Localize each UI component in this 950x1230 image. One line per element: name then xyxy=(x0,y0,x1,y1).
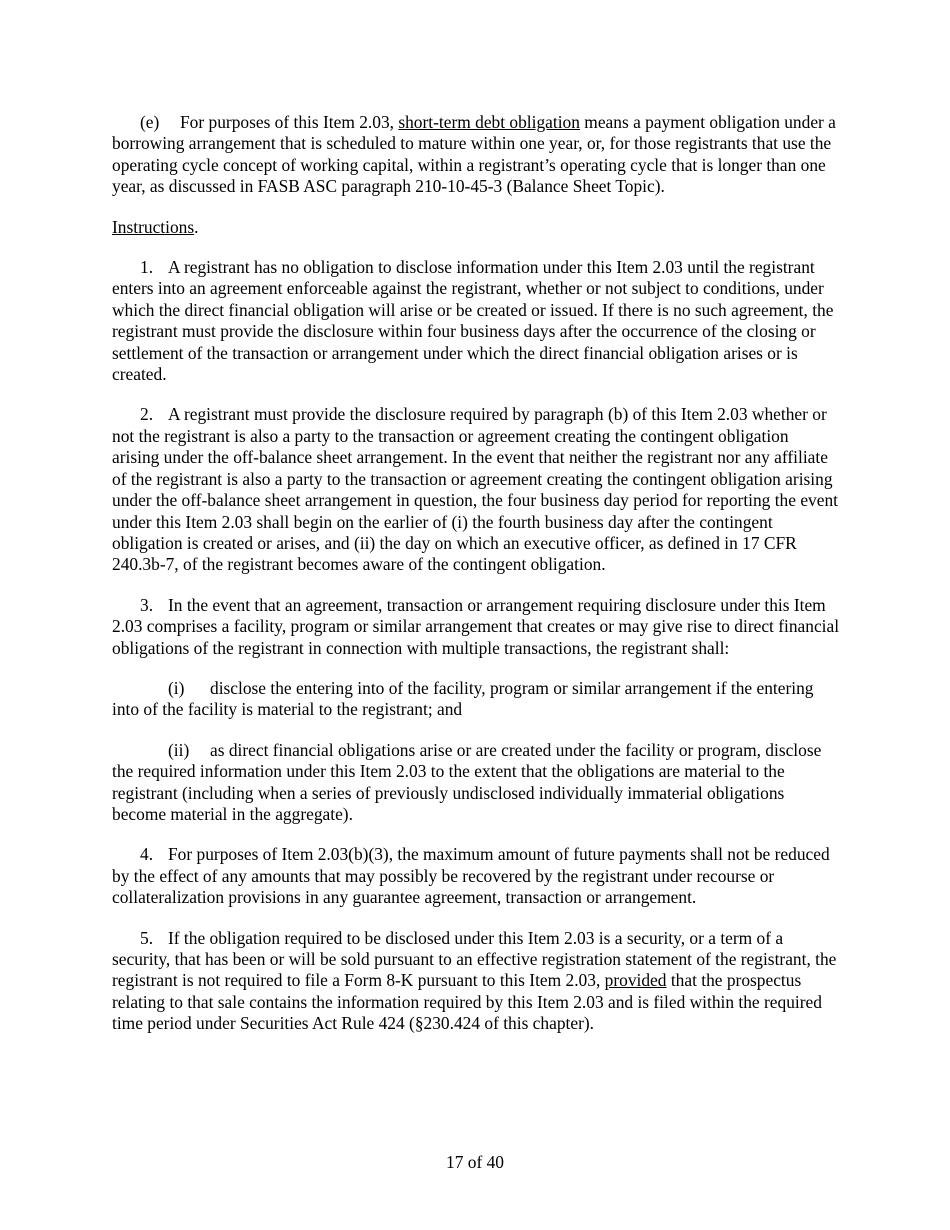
instruction-4-text: For purposes of Item 2.03(b)(3), the maximum amount of future payments shall not be reduced by the effect of any amounts that may possibly be recovered by the registrant under recourse or collateralization provisions in any guarantee agreement, transaction or arrangement. xyxy=(112,844,830,908)
instructions-heading: Instructions xyxy=(112,216,195,237)
instruction-3-subitem-ii xyxy=(112,740,840,826)
instruction-item-3 xyxy=(112,595,840,659)
defined-term-provided: provided xyxy=(604,970,667,991)
paragraph-e-label: (e) xyxy=(140,112,160,132)
paragraph-e xyxy=(112,112,840,198)
instruction-item-1 xyxy=(112,257,840,385)
instruction-item-5 xyxy=(112,928,840,1035)
instruction-1-text: A registrant has no obligation to disclose information under this Item 2.03 until the registrant enters into an agreement enforceable against the registrant, whether or not subject to conditions, under which the direct financial obligation will arise or be created or issued. If there is no such agreement, the registrant must provide the disclosure within four business days after the occurrence of the closing or settlement of the transaction or arrangement under which the direct financial obligation arises or is created. xyxy=(112,257,834,385)
subitem-i-text: disclose the entering into of the facility, program or similar arrangement if the entering into of the facility is material to the registrant; and xyxy=(112,677,814,720)
instruction-item-2 xyxy=(112,404,840,575)
instruction-2-label: 2. xyxy=(140,404,154,425)
subitem-i-label: (i) xyxy=(168,677,185,698)
instruction-5-text-before: If the obligation required to be disclosed under this Item 2.03 is a security, or a term of a security, that has been or will be sold pursuant to an effective registration statement of the registrant, the registrant is not required to file a Form 8-K pursuant to this Item 2.03, xyxy=(112,927,837,991)
instruction-3-subitem-i xyxy=(112,678,840,721)
instruction-5-text-after: that the prospectus relating to that sale contains the information required by this Item 2.03 and is filed within the required time period under Securities Act Rule 424 (§230.424 of this chapter). xyxy=(112,970,822,1034)
page-number: 17 of 40 xyxy=(446,1152,504,1172)
defined-term-short-term-debt: short-term debt obligation xyxy=(398,112,580,132)
instructions-heading-line xyxy=(112,217,840,238)
paragraph-e-text-after: means a payment obligation under a borrowing arrangement that is scheduled to mature within one year, or, for those registrants that use the operating cycle concept of working capital, within a registrant’s operating cycle that is longer than one year, as discussed in FASB ASC paragraph 210-10-45-3 (Balance Sheet Topic). xyxy=(112,112,836,197)
instruction-1-label: 1. xyxy=(140,257,154,278)
document-page xyxy=(112,112,840,1054)
instructions-heading-punct: . xyxy=(194,216,199,237)
instruction-item-4 xyxy=(112,844,840,908)
instruction-3-label: 3. xyxy=(140,594,154,615)
paragraph-e-text-before: For purposes of this Item 2.03, xyxy=(180,112,399,132)
subitem-ii-text: as direct financial obligations arise or are created under the facility or program, disclose the required information under this Item 2.03 to the extent that the obligations are material to the registrant (including when a series of previously undisclosed individually immaterial obligations become material in the aggregate). xyxy=(112,739,822,824)
subitem-ii-label: (ii) xyxy=(168,739,190,760)
instruction-2-text: A registrant must provide the disclosure required by paragraph (b) of this Item 2.03 whether or not the registrant is also a party to the transaction or agreement creating the contingent obligation arising under the off-balance sheet arrangement. In the event that neither the registrant nor any affiliate of the registrant is also a party to the transaction or agreement creating the contingent obligation arising under the off-balance sheet arrangement in question, the four business day period for reporting the event under this Item 2.03 shall begin on the earlier of (i) the fourth business day after the contingent obligation is created or arises, and (ii) the day on which an executive officer, as defined in 17 CFR 240.3b-7, of the registrant becomes aware of the contingent obligation. xyxy=(112,404,838,575)
instruction-4-label: 4. xyxy=(140,844,154,865)
instruction-3-text: In the event that an agreement, transaction or arrangement requiring disclosure under this Item 2.03 comprises a facility, program or similar arrangement that creates or may give rise to direct financial obligations of the registrant in connection with multiple transactions, the registrant shall: xyxy=(112,594,840,658)
instruction-5-label: 5. xyxy=(140,927,154,948)
